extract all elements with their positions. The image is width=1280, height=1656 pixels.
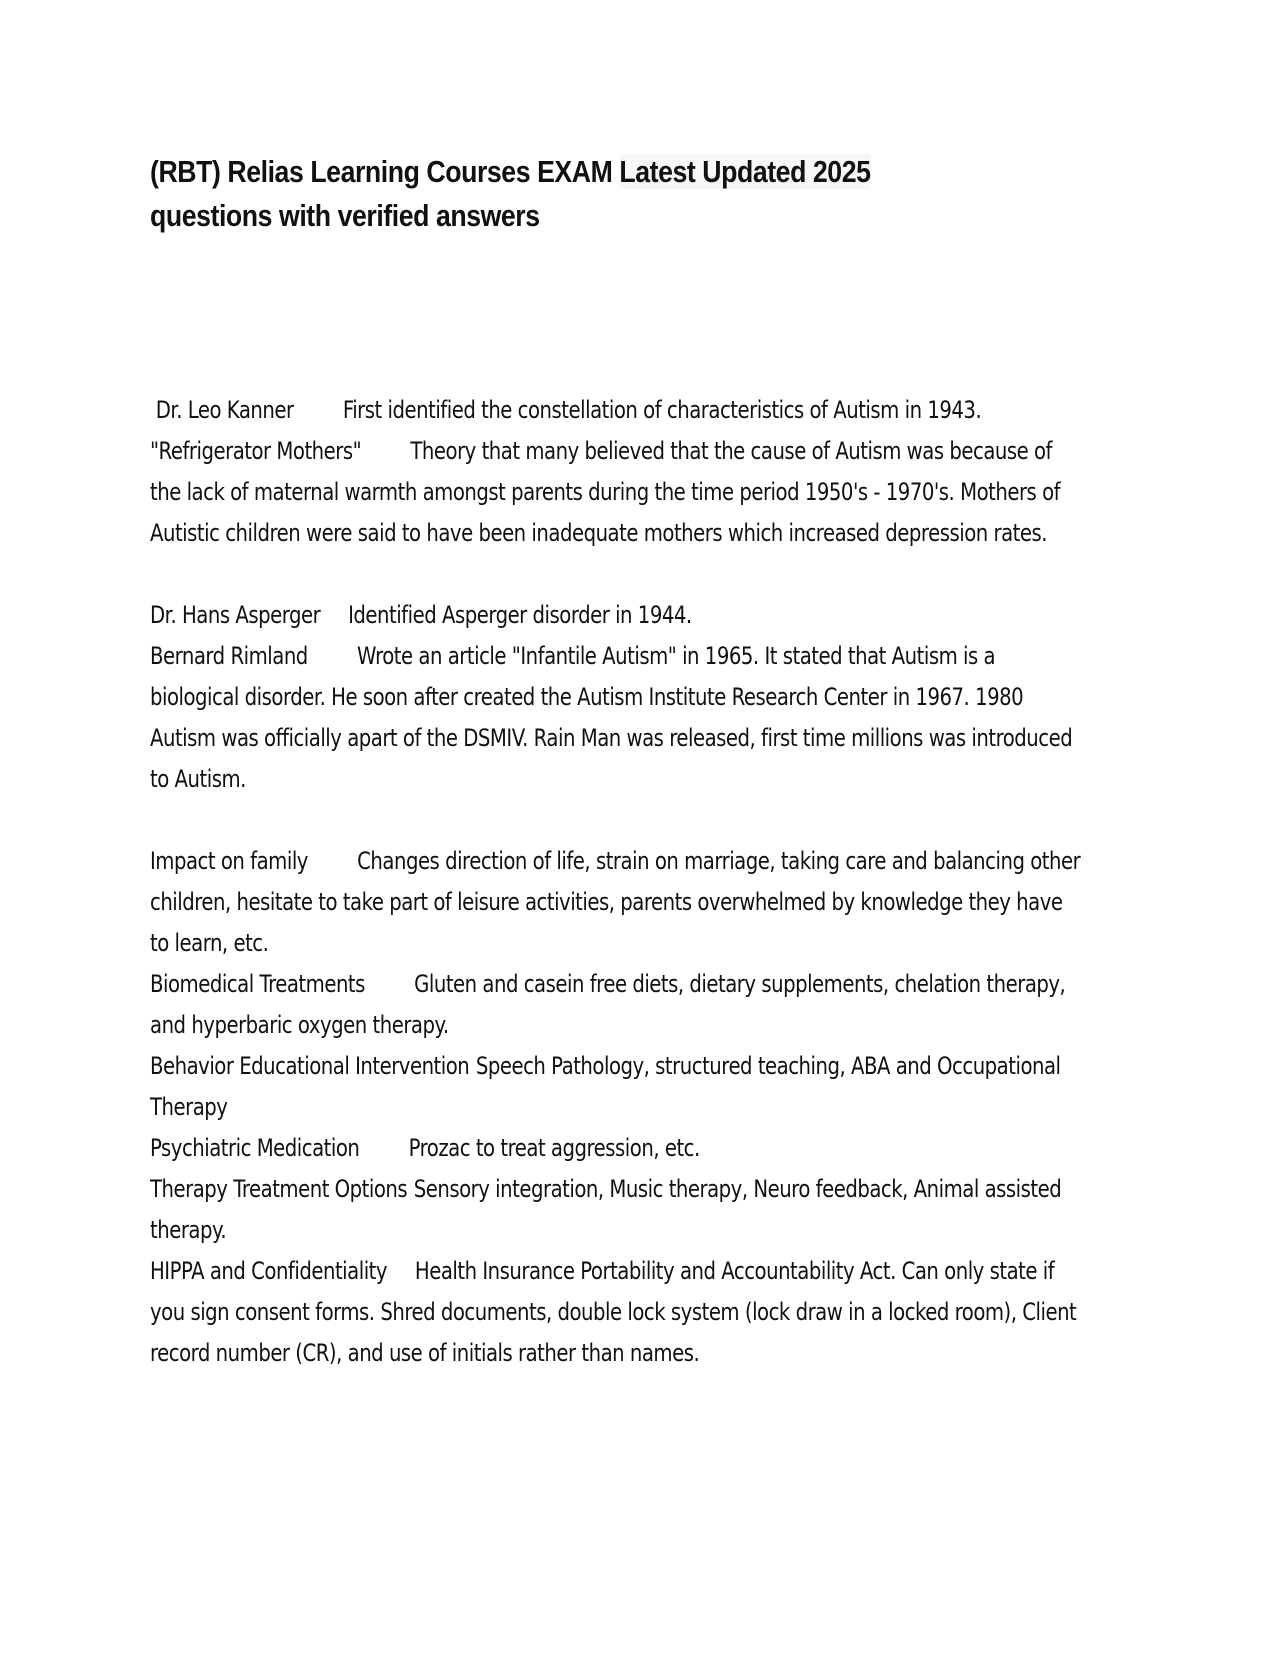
entry-term: Psychiatric Medication: [150, 1134, 360, 1162]
entry-definition: Identified Asperger disorder in 1944.: [348, 601, 692, 629]
title-part1: (RBT) Relias Learning Courses EXAM: [150, 154, 613, 189]
entry-definition: Sensory integration, Music therapy, Neuro feedback, Animal assisted therapy.: [150, 1175, 1062, 1244]
entry-term: Behavior Educational Intervention: [150, 1052, 470, 1080]
list-item: [150, 1046, 1085, 1128]
list-item: [150, 1251, 1085, 1374]
entry-definition: Wrote an article "Infantile Autism" in 1965. It stated that Autism is a biological disorder. He soon after created the Autism Institute Research Center in 1967. 1980 Autism was officially apart of the DSMIV. Rain Man was released, first time millions was introduced to Autism.: [150, 642, 1073, 793]
entry-definition: First identified the constellation of characteristics of Autism in 1943.: [342, 396, 982, 424]
entry-term: Biomedical Treatments: [150, 970, 365, 998]
entry-definition: Gluten and casein free diets, dietary supplements, chelation therapy, and hyperbaric oxygen therapy.: [150, 970, 1066, 1039]
document-page: [150, 150, 1130, 1367]
title-line2: questions with verified answers: [150, 198, 540, 233]
entry-term: Dr. Hans Asperger: [150, 601, 321, 629]
entry-term: HIPPA and Confidentiality: [150, 1257, 388, 1285]
entry-definition: Theory that many believed that the cause of Autism was because of the lack of maternal warmth amongst parents during the time period 1950's - 1970's. Mothers of Autistic children were said to have been inadequate mothers which increased depression rates.: [150, 437, 1061, 547]
entry-definition: Changes direction of life, strain on marriage, taking care and balancing other children, hesitate to take part of leisure activities, parents overwhelmed by knowledge they have to learn, etc.: [150, 847, 1081, 957]
flashcard-list: [150, 390, 1085, 1374]
list-item: [150, 964, 1085, 1046]
list-item: [150, 431, 1085, 554]
list-item: [150, 390, 1085, 431]
entry-term: Impact on family: [150, 847, 308, 875]
list-item: [150, 636, 1085, 800]
title-part2: Latest Updated 2025: [619, 154, 871, 189]
list-item: [150, 1128, 1085, 1169]
entry-definition: Health Insurance Portability and Accountability Act. Can only state if you sign consent forms. Shred documents, double lock system (lock draw in a locked room), Client record number (CR), and use of initials rather than names.: [150, 1257, 1077, 1367]
list-item: [150, 841, 1085, 964]
list-item: [150, 1169, 1085, 1251]
list-item: [150, 595, 1085, 636]
entry-term: Therapy Treatment Options: [150, 1175, 408, 1203]
entry-definition: Speech Pathology, structured teaching, ABA and Occupational Therapy: [150, 1052, 1061, 1121]
entry-term: Dr. Leo Kanner: [155, 396, 294, 424]
document-title: [150, 150, 1130, 238]
entry-term: "Refrigerator Mothers": [150, 437, 362, 465]
entry-term: Bernard Rimland: [150, 642, 308, 670]
entry-definition: Prozac to treat aggression, etc.: [408, 1134, 700, 1162]
